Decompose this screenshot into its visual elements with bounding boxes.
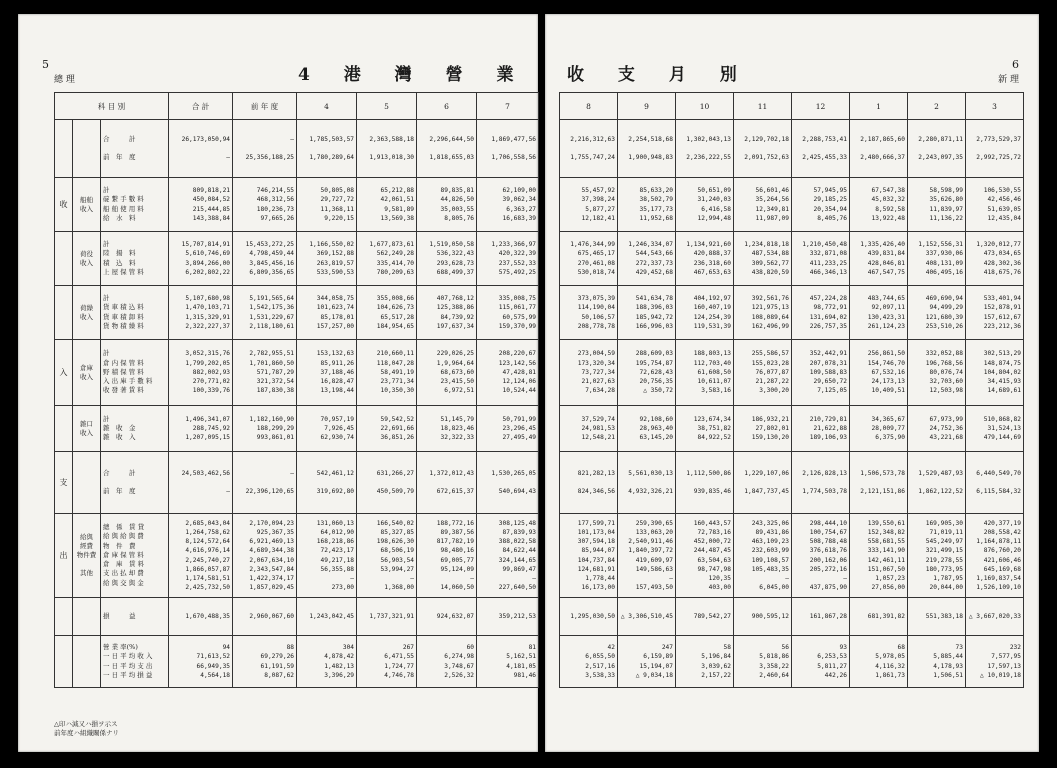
value-cell: 210,660,11 118,047,28 58,491,19 23,771,34 10,350,30 xyxy=(357,340,417,406)
value-cell: 1,302,043,13 2,236,222,55 xyxy=(676,120,734,178)
header-total: 合 計 xyxy=(169,93,233,120)
value-cell: 533,401,94 152,878,91 157,612,67 223,212,36 xyxy=(966,286,1024,340)
right-row xyxy=(560,636,1024,688)
header-month: 1 xyxy=(850,93,908,120)
value-cell: 153,132,63 85,911,26 37,188,46 16,828,47 13,198,44 xyxy=(297,340,357,406)
group-label xyxy=(73,452,101,514)
header-month: 12 xyxy=(792,93,850,120)
value-cell: 259,390,65 133,063,20 2,540,911,46 1,840,397,72 419,609,97 149,586,63 — 157,493,50 xyxy=(618,514,676,598)
value-cell: 106,530,55 42,456,46 51,639,05 12,435,04 xyxy=(966,178,1024,232)
left-row xyxy=(55,286,539,340)
value-cell: 1,210,450,48 332,871,08 411,233,25 466,346,13 xyxy=(792,232,850,286)
value-cell: 789,542,27 xyxy=(676,598,734,636)
value-cell: 420,377,19 208,558,42 1,164,878,11 876,760,20 421,606,46 645,169,68 1,169,837,54 1,526,109,10 xyxy=(966,514,1024,598)
value-cell: 2,187,865,60 2,480,666,37 xyxy=(850,120,908,178)
right-row xyxy=(560,120,1024,178)
value-cell: 681,391,82 xyxy=(850,598,908,636)
value-cell: 188,803,13 112,703,40 61,608,50 10,611,07 3,583,16 xyxy=(676,340,734,406)
value-cell: 1,229,107,06 1,847,737,45 xyxy=(734,452,792,514)
left-corner-label: 總 理 xyxy=(54,75,75,85)
row-label: 合 計 前 年 度 xyxy=(101,452,169,514)
value-cell: 298,444,10 100,754,67 508,788,48 376,618,76 200,162,06 205,272,16 — 437,875,90 xyxy=(792,514,850,598)
right-header-row xyxy=(560,93,1024,120)
value-cell: 247 6,159,89 15,194,07 △ 9,034,18 xyxy=(618,636,676,688)
value-cell: 160,443,57 72,783,16 452,000,72 244,487,45 63,504,63 98,747,98 120,35 403,00 xyxy=(676,514,734,598)
value-cell: 57,945,95 29,185,25 20,354,94 8,405,76 xyxy=(792,178,850,232)
header-month: 11 xyxy=(734,93,792,120)
value-cell: 37,529,74 24,981,53 12,548,21 xyxy=(560,406,618,452)
value-cell: 457,224,28 98,772,91 131,694,02 226,757,35 xyxy=(792,286,850,340)
value-cell: 70,957,19 7,926,45 62,930,74 xyxy=(297,406,357,452)
value-cell: 123,674,34 38,751,82 84,922,52 xyxy=(676,406,734,452)
value-cell: 1,233,366,97 420,322,39 237,552,33 575,492,25 xyxy=(477,232,539,286)
section-label xyxy=(55,598,73,636)
value-cell: 5,107,680,98 1,470,103,71 1,315,329,91 2,322,227,37 xyxy=(169,286,233,340)
value-cell: 2,363,588,18 1,913,018,30 xyxy=(357,120,417,178)
header-month-6: 6 xyxy=(417,93,477,120)
value-cell: 355,008,66 104,626,73 65,517,28 184,954,65 xyxy=(357,286,417,340)
value-cell: 1,295,030,50 xyxy=(560,598,618,636)
value-cell: 2,129,702,18 2,091,752,63 xyxy=(734,120,792,178)
section-label xyxy=(55,406,73,452)
row-label: 營 業 率(%) 一 日 平 均 收 入 一 日 平 均 支 出 一 日 平 均 損 益 xyxy=(101,636,169,688)
value-cell: 2,216,312,63 1,755,747,24 xyxy=(560,120,618,178)
value-cell: 68 5,978,05 4,116,32 1,861,73 xyxy=(850,636,908,688)
header-month: 10 xyxy=(676,93,734,120)
value-cell: 404,192,97 160,407,19 124,254,39 119,531,39 xyxy=(676,286,734,340)
value-cell: 2,685,043,04 1,264,758,62 8,124,572,64 4,616,976,14 2,245,740,27 1,866,057,87 1,174,581,51 2,425,732,50 xyxy=(169,514,233,598)
left-row xyxy=(55,452,539,514)
value-cell: 6,440,549,70 6,115,584,32 xyxy=(966,452,1024,514)
value-cell: 139,550,61 152,348,82 558,681,55 333,141,90 142,461,11 151,067,50 1,057,23 27,056,00 xyxy=(850,514,908,598)
value-cell: 67,547,38 45,032,32 8,592,58 13,922,48 xyxy=(850,178,908,232)
value-cell: 1,869,477,56 1,706,558,56 xyxy=(477,120,539,178)
group-label: 給與 經費 物件費 其他 xyxy=(73,514,101,598)
value-cell: 302,513,29 148,874,75 104,804,02 34,415,93 14,689,61 xyxy=(966,340,1024,406)
right-row xyxy=(560,178,1024,232)
value-cell: 55,457,92 37,398,24 5,877,27 12,182,41 xyxy=(560,178,618,232)
group-label: 荷繰 收入 xyxy=(73,286,101,340)
left-row xyxy=(55,406,539,452)
row-label: 損 益 xyxy=(101,598,169,636)
left-row xyxy=(55,636,539,688)
value-cell: 1,152,556,31 337,930,06 408,131,09 406,495,16 xyxy=(908,232,966,286)
value-cell: 335,008,75 115,061,77 60,575,99 159,370,99 xyxy=(477,286,539,340)
footnote: △印ハ減又ハ損ヲ示ス 前年度ハ組織關係ナリ xyxy=(54,720,119,737)
value-cell: 59,542,52 22,691,66 36,851,26 xyxy=(357,406,417,452)
left-row xyxy=(55,120,539,178)
value-cell: 1,182,160,90 188,299,29 993,861,01 xyxy=(233,406,297,452)
value-cell: 5,561,030,13 4,932,326,21 xyxy=(618,452,676,514)
value-cell: 1,506,573,78 2,121,151,86 xyxy=(850,452,908,514)
row-label: 計 貨 車 積 込 料 貨 車 積 卸 料 貨 物 積 繰 料 xyxy=(101,286,169,340)
group-label xyxy=(73,636,101,688)
value-cell: 186,932,21 27,802,01 159,130,20 xyxy=(734,406,792,452)
value-cell: 60 6,274,98 3,748,67 2,526,32 xyxy=(417,636,477,688)
header-month: 3 xyxy=(966,93,1024,120)
value-cell: 1,519,050,58 536,322,43 293,628,73 688,499,37 xyxy=(417,232,477,286)
section-label: 出 xyxy=(55,514,73,598)
value-cell: 1,785,503,57 1,780,289,64 xyxy=(297,120,357,178)
value-cell: 631,266,27 450,509,79 xyxy=(357,452,417,514)
section-label xyxy=(55,636,73,688)
right-page xyxy=(545,14,1039,752)
value-cell: 229,026,25 1,9,964,64 68,673,60 23,415,50 6,972,51 xyxy=(417,340,477,406)
value-cell: 243,325,06 89,431,86 463,109,23 232,603,99 109,108,57 105,483,35 — 6,045,00 xyxy=(734,514,792,598)
value-cell: 2,170,094,23 925,367,35 6,921,469,13 4,689,344,38 2,067,634,10 2,343,547,84 1,422,374,17 1,857,029,45 xyxy=(233,514,297,598)
left-header-row xyxy=(55,93,539,120)
value-cell: 1,529,487,93 1,862,122,52 xyxy=(908,452,966,514)
header-subject: 科 目 別 xyxy=(55,93,169,120)
left-page xyxy=(18,14,538,752)
header-month-5: 5 xyxy=(357,93,417,120)
header-prev-year: 前 年 度 xyxy=(233,93,297,120)
right-row xyxy=(560,452,1024,514)
value-cell: 373,075,39 114,190,04 50,106,57 208,778,78 xyxy=(560,286,618,340)
group-label: 倉庫 收入 xyxy=(73,340,101,406)
group-label: 荷役 收入 xyxy=(73,232,101,286)
value-cell: 1,112,500,86 939,835,46 xyxy=(676,452,734,514)
value-cell: 1,670,488,35 xyxy=(169,598,233,636)
value-cell: 1,335,426,40 439,831,84 428,046,81 467,547,75 xyxy=(850,232,908,286)
value-cell: 1,530,265,05 540,694,43 xyxy=(477,452,539,514)
right-row xyxy=(560,340,1024,406)
value-cell: 2,254,518,68 1,900,948,83 xyxy=(618,120,676,178)
value-cell: 210,729,81 21,622,88 189,106,93 xyxy=(792,406,850,452)
value-cell: 67,973,99 24,752,36 43,221,68 xyxy=(908,406,966,452)
value-cell: 50,791,99 23,296,45 27,495,49 xyxy=(477,406,539,452)
right-corner-label: 新 理 xyxy=(998,75,1019,85)
value-cell: 24,503,462,56 — xyxy=(169,452,233,514)
value-cell: 542,461,12 319,692,80 xyxy=(297,452,357,514)
value-cell: 1,496,341,07 288,745,92 1,207,095,15 xyxy=(169,406,233,452)
group-label: 船舶 收入 xyxy=(73,178,101,232)
value-cell: 407,768,12 125,388,86 84,739,92 197,637,34 xyxy=(417,286,477,340)
right-row xyxy=(560,286,1024,340)
value-cell: 94 71,613,52 66,949,35 4,564,18 xyxy=(169,636,233,688)
value-cell: 50,651,09 31,240,03 6,416,58 12,994,48 xyxy=(676,178,734,232)
value-cell: — 22,396,120,65 xyxy=(233,452,297,514)
value-cell: 304 4,878,42 1,482,13 3,396,29 xyxy=(297,636,357,688)
header-month: 9 xyxy=(618,93,676,120)
value-cell: 166,540,02 85,327,85 198,626,30 68,506,19 56,903,54 53,994,27 — 1,368,00 xyxy=(357,514,417,598)
value-cell: 2,288,753,41 2,425,455,33 xyxy=(792,120,850,178)
value-cell: 510,868,82 31,524,13 479,144,69 xyxy=(966,406,1024,452)
left-row xyxy=(55,598,539,636)
group-label: 雜口 收入 xyxy=(73,406,101,452)
left-row xyxy=(55,178,539,232)
value-cell: 58,598,99 35,626,80 11,839,97 11,136,22 xyxy=(908,178,966,232)
value-cell: 924,632,07 xyxy=(417,598,477,636)
value-cell: 5,191,565,64 1,542,175,36 1,531,229,67 2,118,180,61 xyxy=(233,286,297,340)
value-cell: 359,212,53 xyxy=(477,598,539,636)
value-cell: 392,561,76 121,975,13 108,089,64 162,496,99 xyxy=(734,286,792,340)
value-cell: △ 3,306,510,45 xyxy=(618,598,676,636)
right-row xyxy=(560,514,1024,598)
section-label xyxy=(55,120,73,178)
value-cell: 821,282,13 824,346,56 xyxy=(560,452,618,514)
value-cell: — 25,356,188,25 xyxy=(233,120,297,178)
header-month-7: 7 xyxy=(477,93,539,120)
value-cell: 1,372,012,43 672,615,37 xyxy=(417,452,477,514)
value-cell: 1,476,344,99 675,465,17 270,461,08 530,018,74 xyxy=(560,232,618,286)
right-ledger-table xyxy=(559,92,1024,688)
value-cell: 809,818,21 450,084,52 215,444,85 143,388,84 xyxy=(169,178,233,232)
value-cell: 89,835,81 44,826,50 35,003,55 8,805,76 xyxy=(417,178,477,232)
value-cell: 85,633,20 38,502,79 35,177,73 11,952,68 xyxy=(618,178,676,232)
group-label xyxy=(73,598,101,636)
value-cell: 469,690,94 94,499,29 121,680,39 253,510,26 xyxy=(908,286,966,340)
left-row xyxy=(55,340,539,406)
value-cell: 88 69,279,26 61,191,59 8,087,62 xyxy=(233,636,297,688)
value-cell: 26,173,050,94 — xyxy=(169,120,233,178)
header-month-4: 4 xyxy=(297,93,357,120)
value-cell: 56 5,818,86 3,358,22 2,460,64 xyxy=(734,636,792,688)
value-cell: 188,772,16 89,387,56 817,782,19 98,480,16 69,005,77 95,124,09 — 14,060,50 xyxy=(417,514,477,598)
header-month: 2 xyxy=(908,93,966,120)
value-cell: 232 7,577,95 17,597,13 △ 10,019,18 xyxy=(966,636,1024,688)
value-cell: 344,058,75 101,623,74 85,178,01 157,257,00 xyxy=(297,286,357,340)
section-label xyxy=(55,232,73,286)
value-cell: 131,060,13 64,012,90 168,218,86 72,423,17 49,217,18 56,355,88 — 273,00 xyxy=(297,514,357,598)
value-cell: 308,125,48 87,839,93 388,022,58 84,622,44 324,144,65 99,869,47 — 227,640,50 xyxy=(477,514,539,598)
row-label: 合 計 前 年 度 xyxy=(101,120,169,178)
value-cell: 42 6,055,50 2,517,16 3,538,33 xyxy=(560,636,618,688)
section-label: 支 xyxy=(55,452,73,514)
value-cell: 51,145,79 18,823,46 32,322,33 xyxy=(417,406,477,452)
value-cell: 541,634,78 188,396,03 185,942,72 166,996,03 xyxy=(618,286,676,340)
header-month: 8 xyxy=(560,93,618,120)
value-cell: 900,595,12 xyxy=(734,598,792,636)
value-cell: 288,609,03 195,754,87 72,628,43 20,756,35 △ 350,72 xyxy=(618,340,676,406)
left-row xyxy=(55,232,539,286)
value-cell: 1,320,012,77 473,034,65 428,302,36 418,675,76 xyxy=(966,232,1024,286)
value-cell: 256,861,50 154,746,70 67,532,16 24,173,13 10,409,51 xyxy=(850,340,908,406)
value-cell: 3,052,315,76 1,799,202,05 882,002,93 270,771,02 100,339,76 xyxy=(169,340,233,406)
left-row xyxy=(55,514,539,598)
value-cell: 1,243,042,45 xyxy=(297,598,357,636)
left-ledger-table xyxy=(54,92,539,688)
section-label: 入 xyxy=(55,340,73,406)
value-cell: 2,280,871,11 2,243,097,35 xyxy=(908,120,966,178)
value-cell: 2,126,828,13 1,774,503,78 xyxy=(792,452,850,514)
value-cell: 1,166,550,02 369,152,88 263,819,57 533,590,53 xyxy=(297,232,357,286)
value-cell: 2,296,644,50 1,818,655,03 xyxy=(417,120,477,178)
value-cell: 1,134,921,60 420,888,37 236,318,60 467,653,63 xyxy=(676,232,734,286)
value-cell: 483,744,65 92,097,11 130,423,31 261,124,23 xyxy=(850,286,908,340)
row-label: 計 碇 繋 手 數 料 船 舶 使 用 料 給 水 料 xyxy=(101,178,169,232)
value-cell: 551,383,18 xyxy=(908,598,966,636)
value-cell: 1,246,334,07 544,543,66 272,337,73 429,452,68 xyxy=(618,232,676,286)
value-cell: 65,212,88 42,061,51 9,581,89 13,569,38 xyxy=(357,178,417,232)
value-cell: 177,599,71 101,173,04 307,594,18 85,944,07 104,737,84 124,681,91 1,778,44 16,173,00 xyxy=(560,514,618,598)
value-cell: 1,234,818,18 487,534,88 309,562,77 438,820,59 xyxy=(734,232,792,286)
value-cell: 208,220,67 123,142,56 47,428,81 12,124,06 10,524,44 xyxy=(477,340,539,406)
row-label: 計 雜 收 金 雜 收 入 xyxy=(101,406,169,452)
value-cell: 267 6,471,55 1,724,77 4,746,78 xyxy=(357,636,417,688)
row-label: 計 倉 内 保 管 料 野 積 保 管 料 入 出 庫 手 數 料 收 發 著 賃 料 xyxy=(101,340,169,406)
value-cell: 161,867,28 xyxy=(792,598,850,636)
right-page-number: 6 xyxy=(1012,58,1019,71)
value-cell: 15,707,814,91 5,610,746,69 3,894,266,00 6,202,802,22 xyxy=(169,232,233,286)
value-cell: 92,108,60 28,963,40 63,145,20 xyxy=(618,406,676,452)
value-cell: 169,905,30 71,019,11 545,249,97 321,499,15 219,278,55 180,773,95 1,787,95 20,044,00 xyxy=(908,514,966,598)
section-label: 收 xyxy=(55,178,73,232)
value-cell: 2,960,067,60 xyxy=(233,598,297,636)
value-cell: 56,601,46 35,264,56 12,349,81 11,987,09 xyxy=(734,178,792,232)
value-cell: 332,052,88 196,768,56 80,076,74 32,703,60 12,503,98 xyxy=(908,340,966,406)
section-label xyxy=(55,286,73,340)
value-cell: 58 5,196,84 3,039,62 2,157,22 xyxy=(676,636,734,688)
right-row xyxy=(560,232,1024,286)
value-cell: 746,214,55 468,312,56 180,236,73 97,665,26 xyxy=(233,178,297,232)
right-row xyxy=(560,598,1024,636)
left-page-title: 4 港 灣 營 業 xyxy=(298,65,528,85)
value-cell: 50,805,08 29,727,72 11,368,11 9,220,15 xyxy=(297,178,357,232)
value-cell: 1,677,873,61 562,249,28 335,414,70 780,209,63 xyxy=(357,232,417,286)
value-cell: 2,773,529,37 2,992,725,72 xyxy=(966,120,1024,178)
value-cell: 352,442,91 207,078,31 109,588,83 29,650,72 7,125,05 xyxy=(792,340,850,406)
group-label xyxy=(73,120,101,178)
value-cell: 34,365,67 28,009,77 6,375,90 xyxy=(850,406,908,452)
value-cell: 273,004,59 173,320,34 73,727,34 21,027,63 7,634,28 xyxy=(560,340,618,406)
value-cell: 2,782,955,51 1,701,860,50 571,787,29 321,372,54 187,830,38 xyxy=(233,340,297,406)
row-label: 總 係 賃 貸 給 與 給 與 費 物 件 費 倉 庫 保 管 料 倉 庫 賃 料 支 出 払 却 費 給 與 交 與 金 xyxy=(101,514,169,598)
value-cell: △ 3,667,020,33 xyxy=(966,598,1024,636)
right-row xyxy=(560,406,1024,452)
right-page-title: 收 支 月 別 xyxy=(567,65,751,85)
row-label: 計 陸 揚 料 積 込 料 上 屋 保 管 料 xyxy=(101,232,169,286)
value-cell: 1,737,321,91 xyxy=(357,598,417,636)
value-cell: 62,109,00 39,062,34 6,363,27 16,683,39 xyxy=(477,178,539,232)
left-page-number: 5 xyxy=(42,58,49,71)
value-cell: 81 5,162,51 4,181,05 981,46 xyxy=(477,636,539,688)
value-cell: 93 6,253,53 5,811,27 442,26 xyxy=(792,636,850,688)
value-cell: 15,453,272,25 4,798,459,44 3,845,456,16 6,809,356,65 xyxy=(233,232,297,286)
value-cell: 255,586,57 155,023,28 76,077,87 21,287,22 3,300,20 xyxy=(734,340,792,406)
value-cell: 73 5,885,44 4,178,93 1,506,51 xyxy=(908,636,966,688)
